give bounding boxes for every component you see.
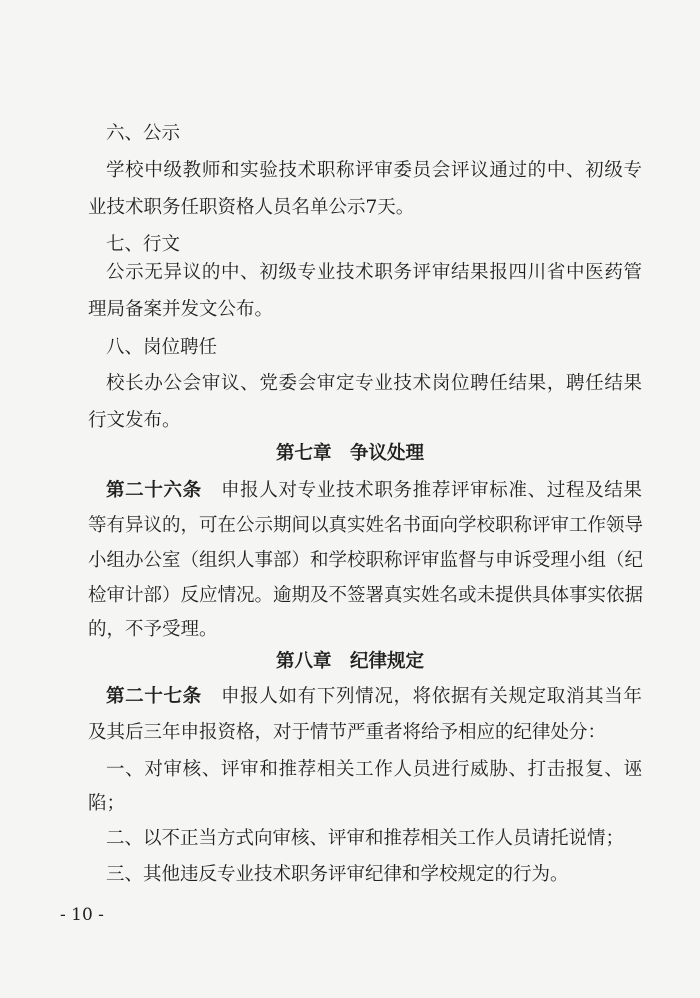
list-item: 一、对审核、评审和推荐相关工作人员进行威胁、打击报复、诬 (106, 759, 642, 780)
article-26-text: 申报人对专业技术职务推荐评审标准、过程及结果 (221, 480, 642, 501)
section-heading-appointment: 八、岗位聘任 (106, 337, 218, 358)
paragraph-line: 等有异议的，可在公示期间以真实姓名书面向学校职称评审工作领导 (88, 515, 644, 536)
article-26-label: 第二十六条 (106, 480, 202, 501)
paragraph-line: 检审计部）反应情况。逾期及不签署真实姓名或未提供具体事实依据 (88, 585, 644, 606)
list-item: 二、以不正当方式向审核、评审和推荐相关工作人员请托说情； (106, 828, 625, 849)
paragraph-line: 理局备案并发文公布。 (88, 299, 274, 320)
page-number: - 10 - (60, 905, 104, 925)
paragraph-line: 公示无异议的中、初级专业技术职务评审结果报四川省中医药管 (106, 262, 642, 283)
paragraph-line: 及其后三年申报资格，对于情节严重者将给予相应的纪律处分： (88, 722, 607, 743)
list-item-continuation: 陷； (88, 793, 126, 814)
section-heading-document-issue: 七、行文 (106, 234, 181, 255)
paragraph-line: 小组办公室（组织人事部）和学校职称评审监督与申诉受理小组（纪 (88, 550, 644, 571)
paragraph-line: 业技术职务任职资格人员名单公示7天。 (88, 197, 415, 218)
paragraph-line: 校长办公会审议、党委会审定专业技术岗位聘任结果，聘任结果 (106, 373, 642, 394)
list-item: 三、其他违反专业技术职务评审纪律和学校规定的行为。 (106, 864, 569, 885)
chapter-eight-title: 第八章 纪律规定 (275, 651, 424, 672)
article-27-text: 申报人如有下列情况，将依据有关规定取消其当年 (221, 686, 642, 707)
chapter-seven-title: 第七章 争议处理 (275, 443, 424, 464)
paragraph-line: 行文发布。 (88, 410, 181, 431)
paragraph-line: 的，不予受理。 (88, 619, 218, 640)
article-27-label: 第二十七条 (106, 686, 202, 707)
article-26-first-line (106, 480, 642, 502)
article-27-first-line (106, 686, 642, 708)
section-heading-publicity: 六、公示 (106, 123, 181, 144)
paragraph-line: 学校中级教师和实验技术职称评审委员会评议通过的中、初级专 (106, 160, 642, 181)
